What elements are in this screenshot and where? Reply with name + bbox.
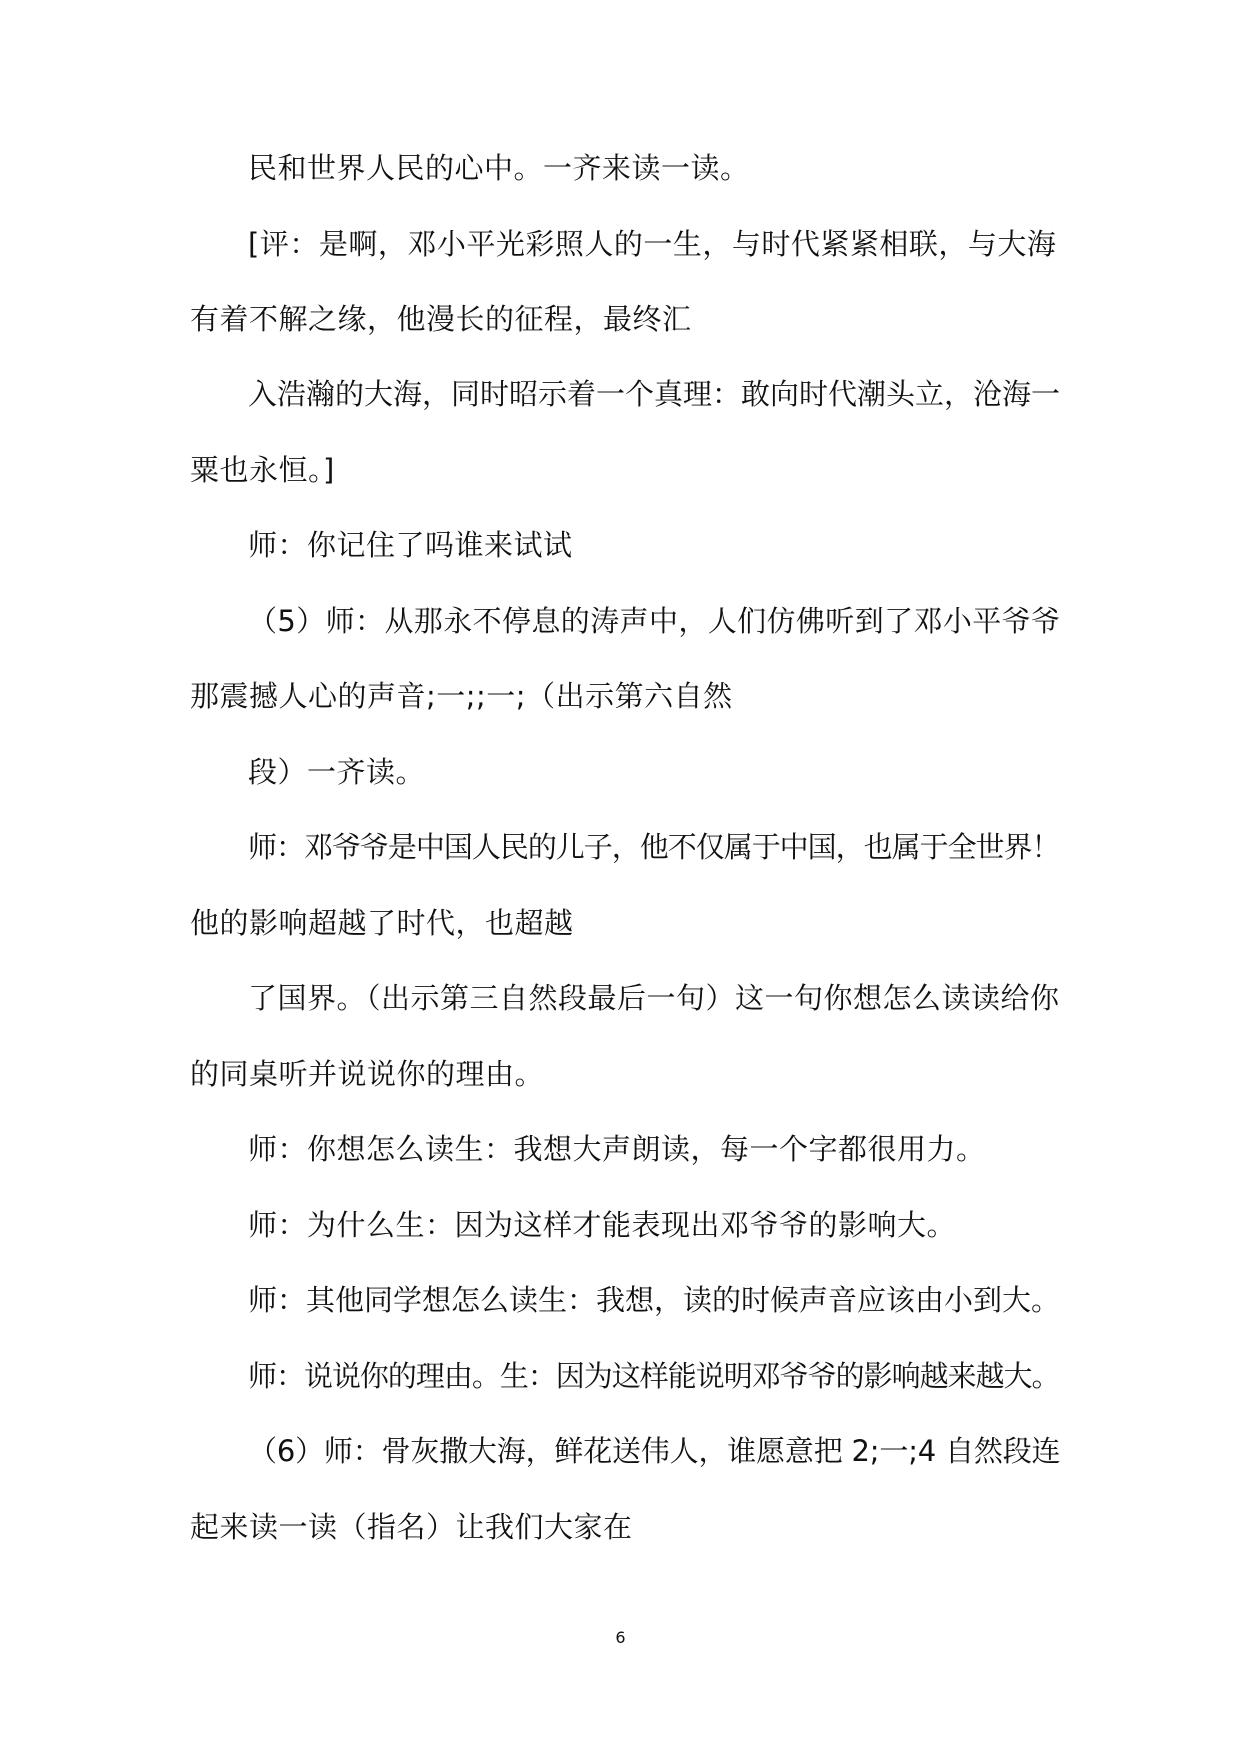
text-line-16: 师：其他同学想怎么读生：我想，读的时候声音应该由小到大。: [248, 1283, 1061, 1317]
text-line-12: 了国界。（出示第三自然段最后一句）这一句你想怎么读读给你: [248, 981, 1060, 1015]
text-line-6: 师：你记住了吗谁来试试: [248, 528, 573, 562]
text-line-19: 起来读一读（指名）让我们大家在: [190, 1510, 633, 1544]
text-line-3: 有着不解之缘，他漫长的征程，最终汇: [190, 302, 692, 336]
text-line-4: 入浩瀚的大海，同时昭示着一个真理：敢向时代潮头立，沧海一: [248, 377, 1061, 411]
text-line-8: 那震撼人心的声音;一;;一;（出示第六自然: [190, 679, 733, 713]
text-line-13: 的同桌听并说说你的理由。: [190, 1057, 545, 1091]
text-line-7: （5）师：从那永不停息的涛声中，人们仿佛听到了邓小平爷爷: [248, 604, 1061, 638]
text-line-5: 粟也永恒。]: [190, 453, 335, 487]
text-line-18: （6）师：骨灰撒大海，鲜花送伟人，谁愿意把 2;一;4 自然段连: [248, 1434, 1061, 1468]
text-line-14: 师：你想怎么读生：我想大声朗读，每一个字都很用力。: [248, 1132, 986, 1166]
text-line-9: 段）一齐读。: [248, 755, 426, 789]
text-line-2: [评：是啊，邓小平光彩照人的一生，与时代紧紧相联，与大海: [248, 227, 1057, 261]
page-number: 6: [615, 1628, 626, 1647]
text-line-15: 师：为什么生：因为这样才能表现出邓爷爷的影响大。: [248, 1208, 957, 1242]
text-line-10: 师：邓爷爷是中国人民的儿子，他不仅属于中国，也属于全世界！: [248, 830, 1060, 864]
text-line-1: 民和世界人民的心中。一齐来读一读。: [248, 151, 750, 185]
text-line-17: 师：说说你的理由。生：因为这样能说明邓爷爷的影响越来越大。: [248, 1359, 1060, 1393]
text-line-11: 他的影响超越了时代，也超越: [190, 906, 574, 940]
